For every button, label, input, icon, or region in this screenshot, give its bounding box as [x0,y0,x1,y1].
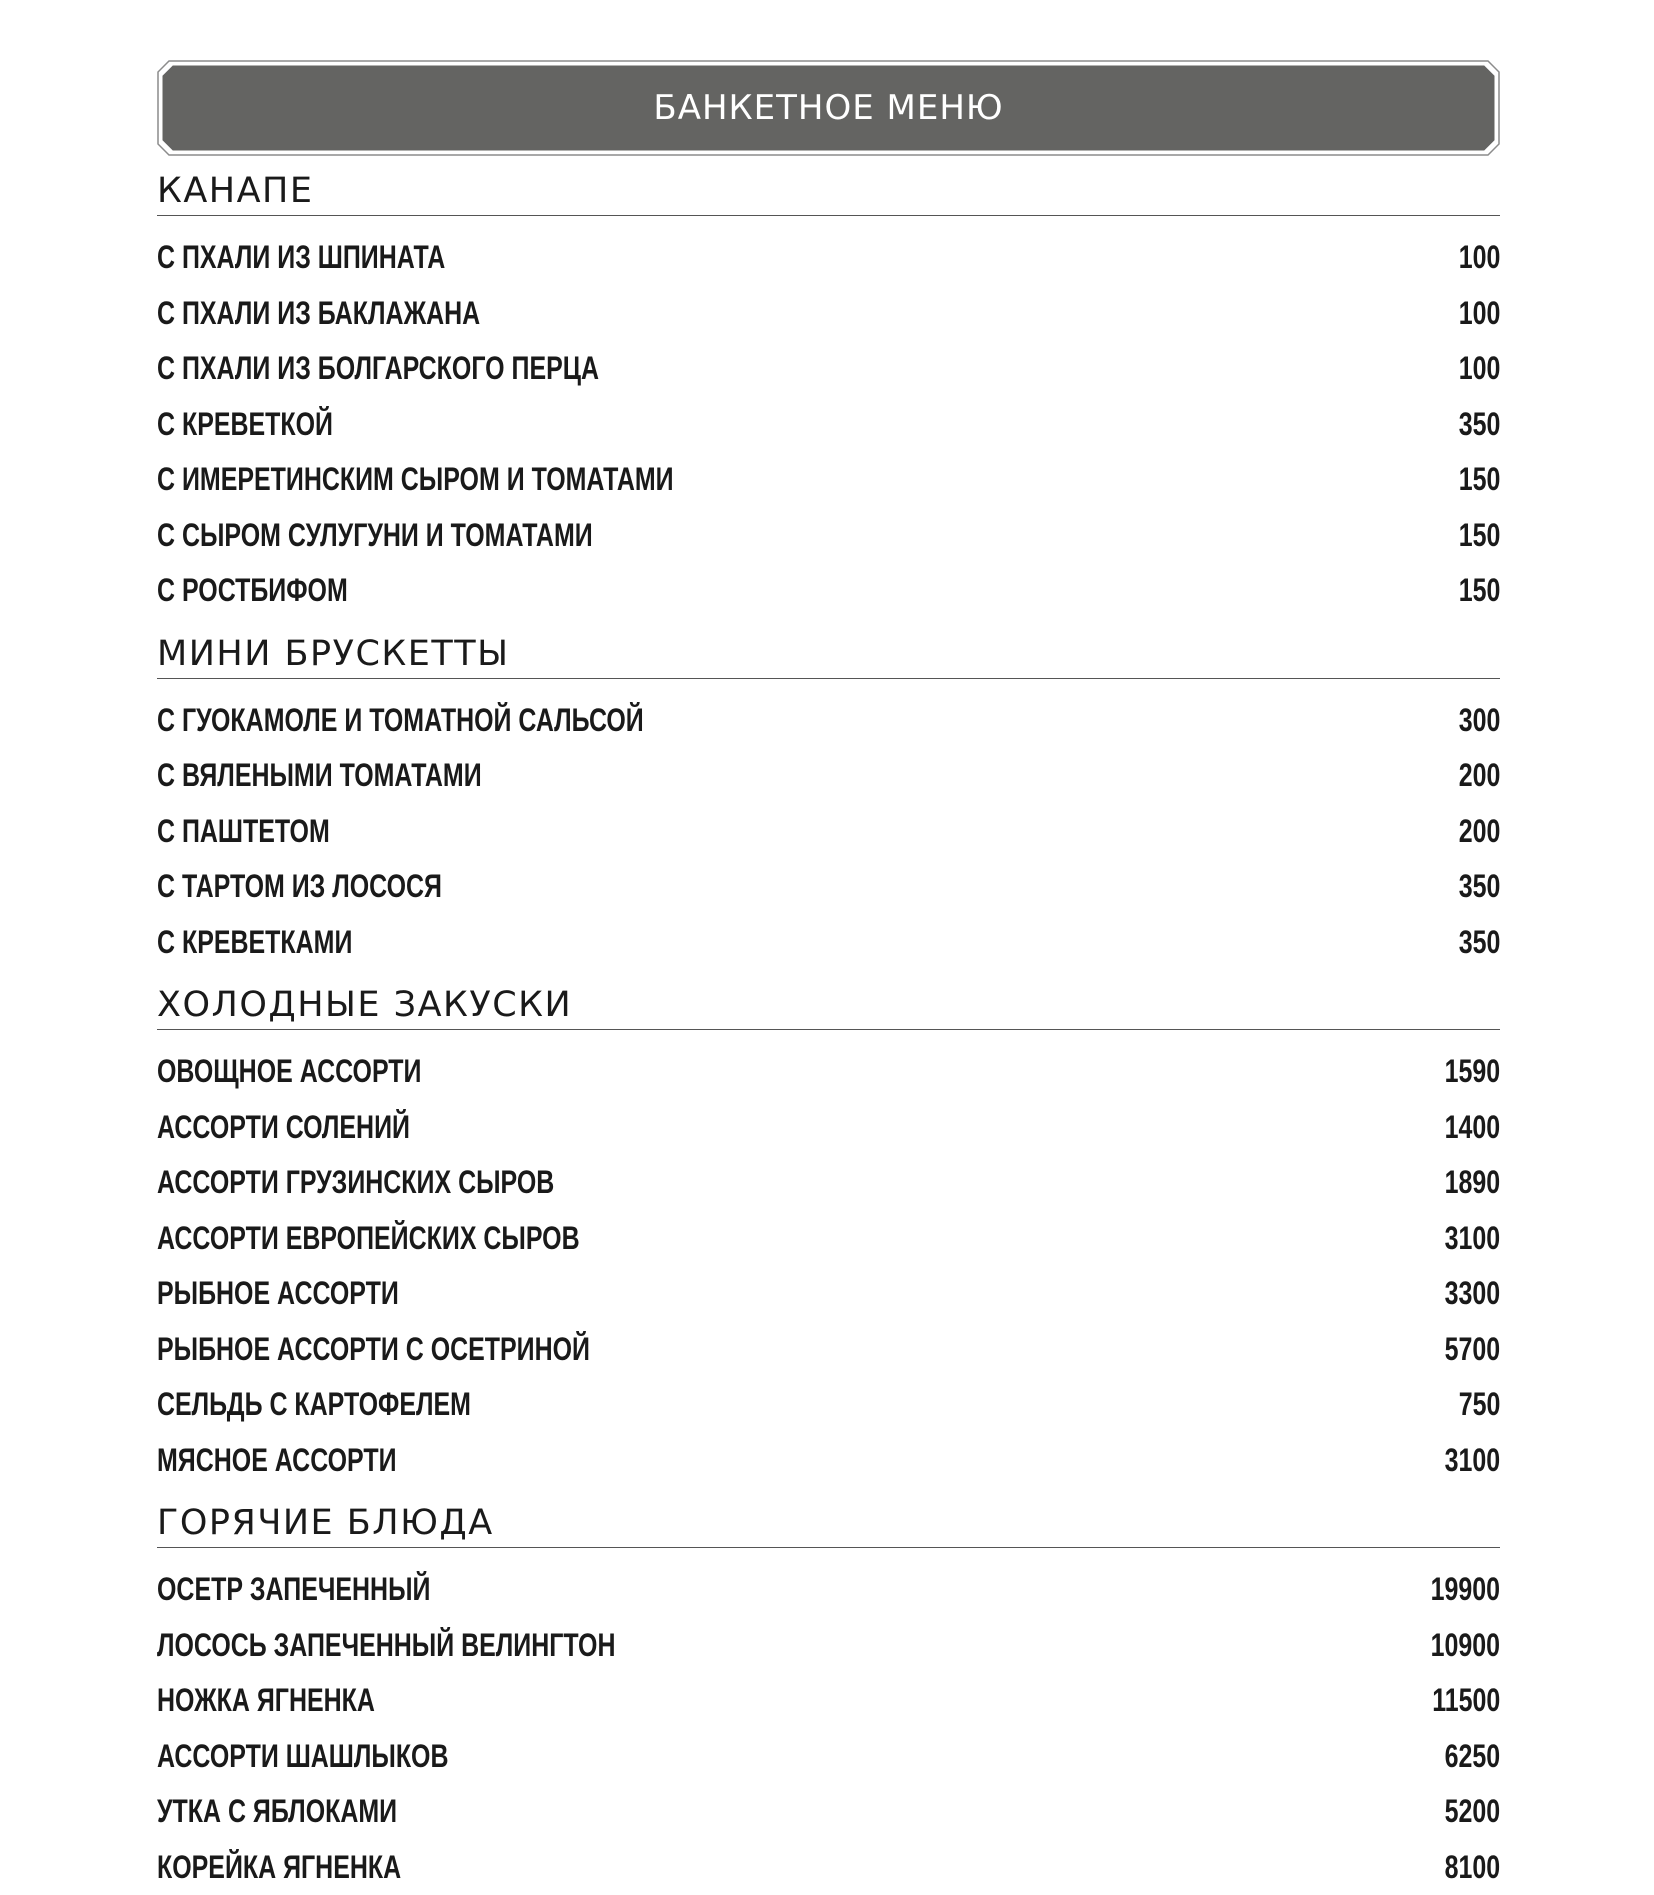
menu-item-name: АССОРТИ ЕВРОПЕЙСКИХ СЫРОВ [157,1220,580,1257]
menu-item [157,452,1500,508]
menu-item-name: С КРЕВЕТКАМИ [157,924,352,961]
section-title: МИНИ БРУСКЕТТЫ [157,634,510,674]
page-title: БАНКЕТНОЕ МЕНЮ [157,60,1500,156]
menu-item [157,859,1500,915]
menu-item-name: С ИМЕРЕТИНСКИМ СЫРОМ И ТОМАТАМИ [157,461,674,498]
menu-item [157,397,1500,453]
menu-section [157,619,1500,971]
menu-item [157,915,1500,971]
section-items [157,679,1500,971]
menu-item-name: С ГУОКАМОЛЕ И ТОМАТНОЙ САЛЬСОЙ [157,702,644,739]
menu-item-name: ОСЕТР ЗАПЕЧЕННЫЙ [157,1571,430,1608]
menu-item-price: 6250 [1444,1738,1500,1775]
menu-item-price: 150 [1458,517,1500,554]
menu-item-name: РЫБНОЕ АССОРТИ [157,1275,399,1312]
section-title: ХОЛОДНЫЕ ЗАКУСКИ [157,985,572,1025]
menu-item-price: 3300 [1444,1275,1500,1312]
menu-item [157,230,1500,286]
menu-item-price: 100 [1458,350,1500,387]
menu-item-name: НОЖКА ЯГНЕНКА [157,1682,375,1719]
menu-item-price: 350 [1458,406,1500,443]
menu-item-name: С КРЕВЕТКОЙ [157,406,333,443]
menu-section [157,156,1500,619]
menu-item-price: 1400 [1444,1109,1500,1146]
section-title: ГОРЯЧИЕ БЛЮДА [157,1503,494,1543]
menu-item-name: РЫБНОЕ АССОРТИ С ОСЕТРИНОЙ [157,1331,590,1368]
menu-item-name: УТКА С ЯБЛОКАМИ [157,1793,397,1830]
menu-item-name: ЛОСОСЬ ЗАПЕЧЕННЫЙ ВЕЛИНГТОН [157,1627,615,1664]
menu-item-price: 100 [1458,295,1500,332]
section-items [157,1030,1500,1488]
menu-item-name: С ПХАЛИ ИЗ ШПИНАТА [157,239,445,276]
menu-item [157,1100,1500,1156]
menu-item [157,1377,1500,1433]
menu-item-name: КОРЕЙКА ЯГНЕНКА [157,1849,401,1886]
section-title: КАНАПЕ [157,171,314,211]
menu-item-price: 10900 [1431,1627,1500,1664]
menu-item-name: ОВОЩНОЕ АССОРТИ [157,1053,421,1090]
menu-item [157,1266,1500,1322]
menu-item-price: 3100 [1444,1442,1500,1479]
menu-section [157,1488,1500,1895]
menu-item-name: С ПХАЛИ ИЗ БОЛГАРСКОГО ПЕРЦА [157,350,599,387]
menu-item-price: 300 [1458,702,1500,739]
section-header [157,619,1500,679]
menu-item-name: МЯСНОЕ АССОРТИ [157,1442,397,1479]
section-items [157,1548,1500,1895]
section-items [157,216,1500,619]
menu-item-price: 5200 [1444,1793,1500,1830]
menu-item [157,563,1500,619]
menu-item-price: 350 [1458,924,1500,961]
menu-item [157,804,1500,860]
section-header [157,1488,1500,1548]
menu-item [157,1211,1500,1267]
menu-item [157,1562,1500,1618]
menu-item-name: С ПХАЛИ ИЗ БАКЛАЖАНА [157,295,480,332]
section-header [157,970,1500,1030]
menu-item-name: АССОРТИ ГРУЗИНСКИХ СЫРОВ [157,1164,554,1201]
menu-item [157,1840,1500,1895]
menu-item-price: 3100 [1444,1220,1500,1257]
menu-item-price: 1590 [1444,1053,1500,1090]
menu-item-name: АССОРТИ ШАШЛЫКОВ [157,1738,449,1775]
menu-item [157,1784,1500,1840]
menu-section [157,970,1500,1488]
menu-item [157,1673,1500,1729]
menu-item-price: 150 [1458,572,1500,609]
menu-item [157,286,1500,342]
menu-sections [157,156,1500,1895]
menu-item [157,1618,1500,1674]
menu-item-name: С ПАШТЕТОМ [157,813,330,850]
menu-item-price: 200 [1458,813,1500,850]
menu-item [157,1044,1500,1100]
menu-item [157,341,1500,397]
menu-item-name: С ВЯЛЕНЫМИ ТОМАТАМИ [157,757,482,794]
menu-item [157,508,1500,564]
menu-item-price: 19900 [1431,1571,1500,1608]
menu-item-name: АССОРТИ СОЛЕНИЙ [157,1109,410,1146]
menu-item [157,1729,1500,1785]
menu-page [157,60,1500,1895]
menu-item-price: 11500 [1432,1682,1500,1719]
menu-item-name: СЕЛЬДЬ С КАРТОФЕЛЕМ [157,1386,471,1423]
menu-item-price: 150 [1458,461,1500,498]
section-header [157,156,1500,216]
menu-item [157,1433,1500,1489]
menu-item [157,1155,1500,1211]
menu-item-price: 200 [1458,757,1500,794]
menu-item [157,693,1500,749]
menu-item-price: 5700 [1444,1331,1500,1368]
menu-title-banner [157,60,1500,156]
menu-item-price: 8100 [1444,1849,1500,1886]
menu-item-name: С ТАРТОМ ИЗ ЛОСОСЯ [157,868,442,905]
menu-item-name: С СЫРОМ СУЛУГУНИ И ТОМАТАМИ [157,517,593,554]
menu-item-price: 350 [1458,868,1500,905]
menu-item [157,1322,1500,1378]
menu-item-price: 1890 [1444,1164,1500,1201]
menu-item-name: С РОСТБИФОМ [157,572,348,609]
menu-item [157,748,1500,804]
menu-item-price: 750 [1458,1386,1500,1423]
menu-item-price: 100 [1458,239,1500,276]
